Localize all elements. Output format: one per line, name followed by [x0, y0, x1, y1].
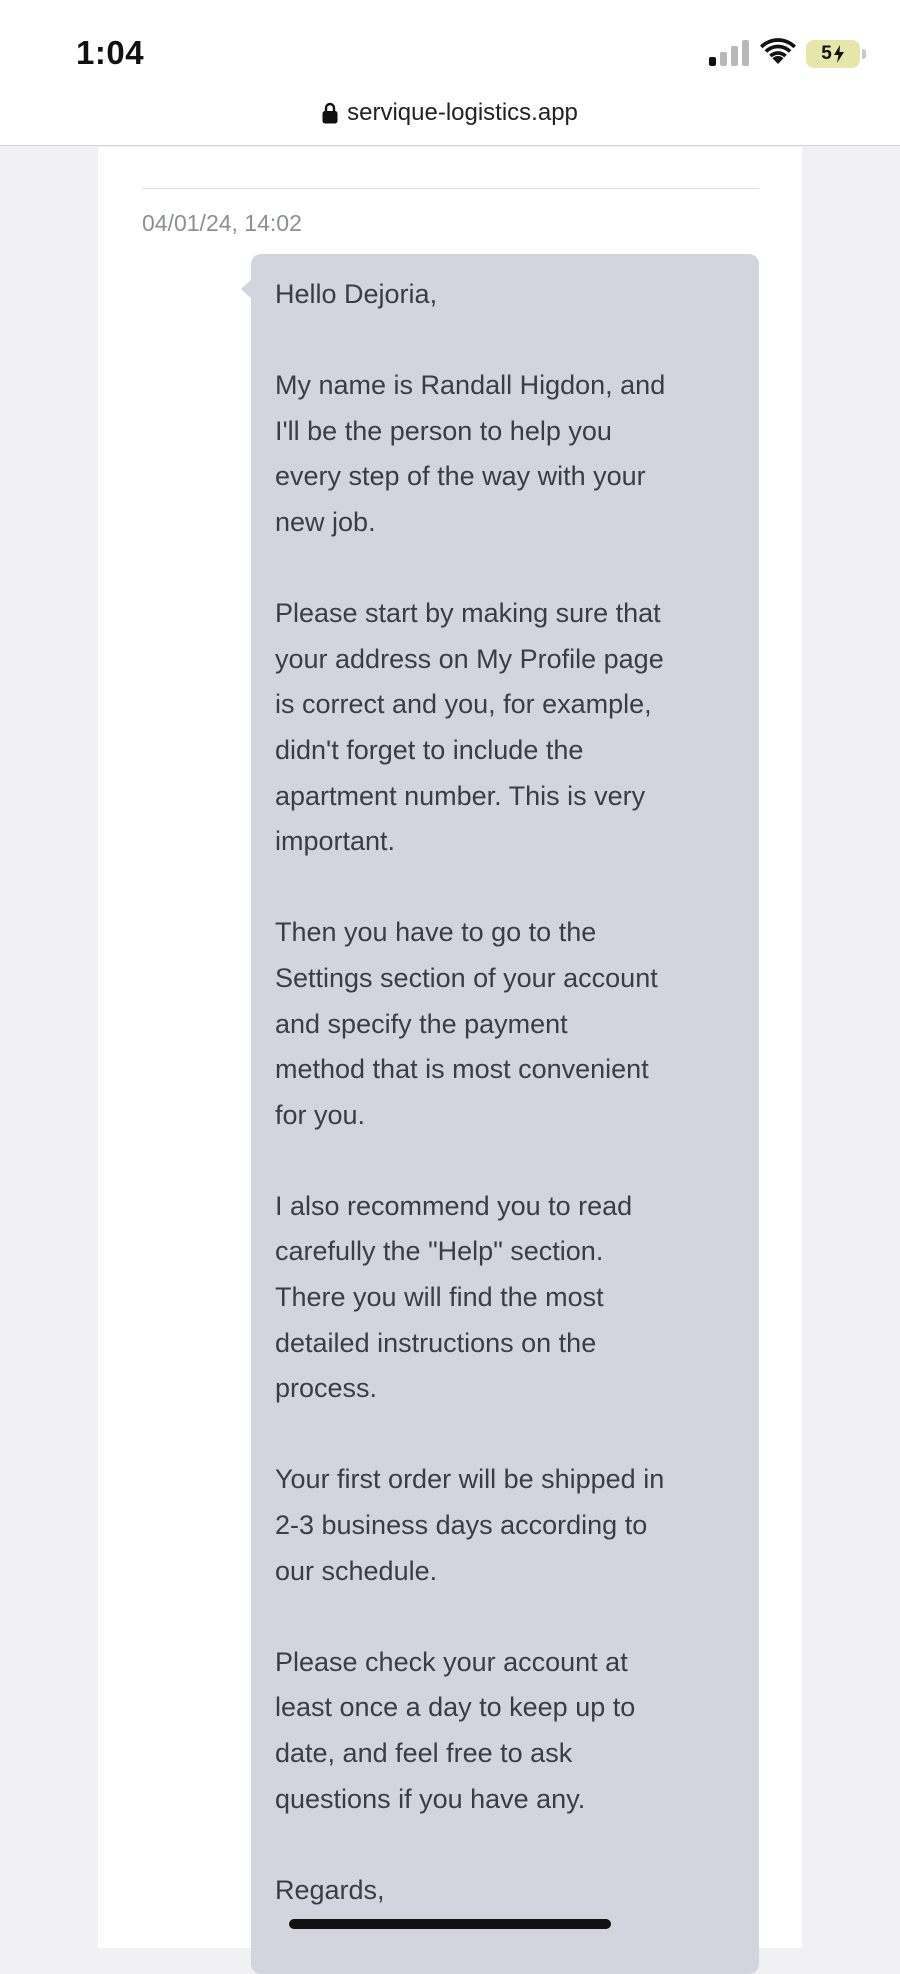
battery-level: 5 [821, 43, 832, 64]
message-line: Your first order will be shipped in [275, 1464, 665, 1495]
message-line: detailed instructions on the [275, 1327, 597, 1358]
message-line: Please check your account at [275, 1646, 628, 1677]
message-line: Then you have to go to the [275, 917, 597, 948]
message-line: carefully the "Help" section. [275, 1236, 604, 1267]
message-paragraph-gap [275, 865, 739, 911]
message-line: our schedule. [275, 1555, 438, 1586]
message-paragraph-gap [275, 1412, 739, 1458]
message-line: date, and feel free to ask [275, 1738, 573, 1768]
message-line: I'll be the person to help you [275, 415, 612, 446]
message-line: process. [275, 1373, 378, 1404]
url-text: servique-logistics.app [347, 99, 578, 126]
message-line: didn't forget to include the [275, 734, 584, 765]
message-paragraph-gap [275, 1138, 739, 1184]
message-line: Settings section of your account [275, 962, 658, 993]
message-line: method that is most convenient [275, 1054, 649, 1085]
message-paragraph-gap [275, 546, 739, 592]
message-line: Hello Dejoria, [275, 279, 438, 309]
divider [142, 188, 759, 189]
charging-bolt-icon [833, 45, 845, 63]
message-line: new job. [275, 506, 376, 537]
url-field[interactable] [322, 100, 578, 126]
message-paragraph-gap [275, 1822, 739, 1868]
message-line: for you. [275, 1099, 366, 1130]
message-line: your address on My Profile page [275, 643, 664, 674]
message-line: My name is Randall Higdon, and [275, 370, 666, 401]
message-line: Please start by making sure that [275, 598, 661, 629]
home-indicator[interactable] [289, 1919, 611, 1929]
message-line: apartment number. This is very [275, 780, 646, 811]
message-line: is correct and you, for example, [275, 689, 652, 720]
signal-icon [709, 40, 751, 66]
message-line: every step of the way with your [275, 461, 646, 492]
battery-cap [862, 49, 866, 59]
browser-url-bar[interactable] [0, 100, 900, 146]
message-line: important. [275, 826, 396, 857]
message-timestamp: 04/01/24, 14:02 [142, 210, 302, 236]
message-line: least once a day to keep up to [275, 1692, 636, 1723]
message-line: and specify the payment [275, 1008, 568, 1039]
status-time: 1:04 [76, 34, 145, 71]
lock-icon [322, 102, 338, 124]
message-line: Regards, [275, 1874, 385, 1905]
message-paragraph-gap [275, 1594, 739, 1640]
battery-icon [806, 40, 860, 68]
message-line: I also recommend you to read [275, 1190, 633, 1221]
status-bar [0, 0, 900, 100]
message-line: questions if you have any. [275, 1783, 586, 1814]
message-line: There you will find the most [275, 1282, 604, 1313]
message-bubble [251, 254, 759, 1974]
message-paragraph-gap [275, 318, 739, 364]
message-line: 2-3 business days according to [275, 1510, 648, 1541]
wifi-icon [760, 38, 796, 66]
